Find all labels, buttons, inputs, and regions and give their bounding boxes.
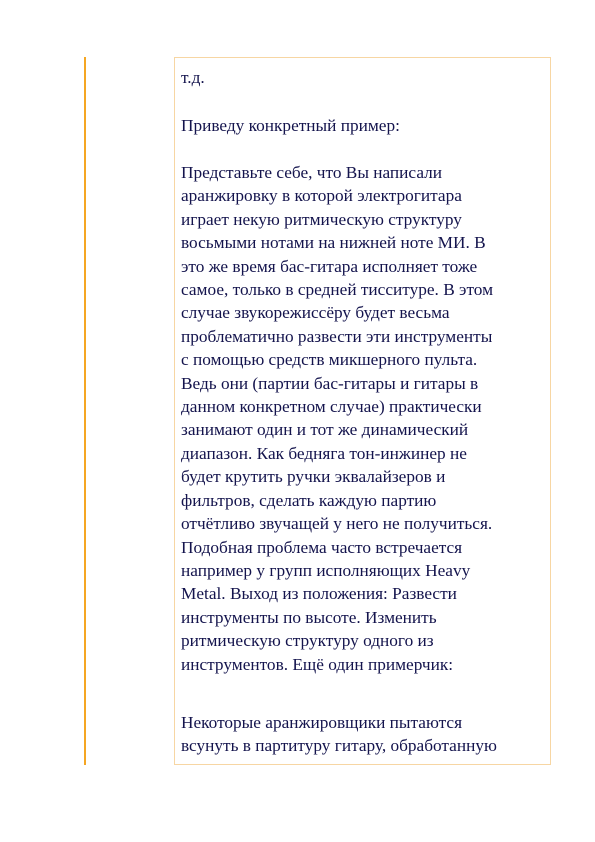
paragraph-etc: т.д. [181,68,205,87]
paragraph-next: Некоторые аранжировщики пытаются всунуть в партитуру гитару, обработанную [181,713,497,756]
paragraph-example-intro: Приведу конкретный пример: [181,116,400,135]
margin-rule [84,57,86,765]
paragraph-main: Представьте себе, что Вы написали аранжировку в которой электрогитара играет некую ритмическую структуру восьмыми нотами на нижней ноте МИ. В это же время бас-гитара исполняет тоже самое, только в средней тисситуре. В этом случае звукорежиссёру будет весьма проблематично развести эти инструменты с помощью средств микшерного пульта. Ведь они (партии бас-гитары и гитары в данном конкретном случае) практически занимают один и тот же динамический диапазон. Как бедняга тон-инжинер не будет крутить ручки эквалайзеров и фильтров, сделать каждую партию отчётливо звучащей у него не получиться. Подобная проблема часто встречается например у групп исполняющих Heavy Metal. Выход из положения: Развести инструменты по высоте. Изменить ритмическую структуру одного из инструментов. Ещё один примерчик: [181,163,494,674]
text-frame [174,57,551,765]
